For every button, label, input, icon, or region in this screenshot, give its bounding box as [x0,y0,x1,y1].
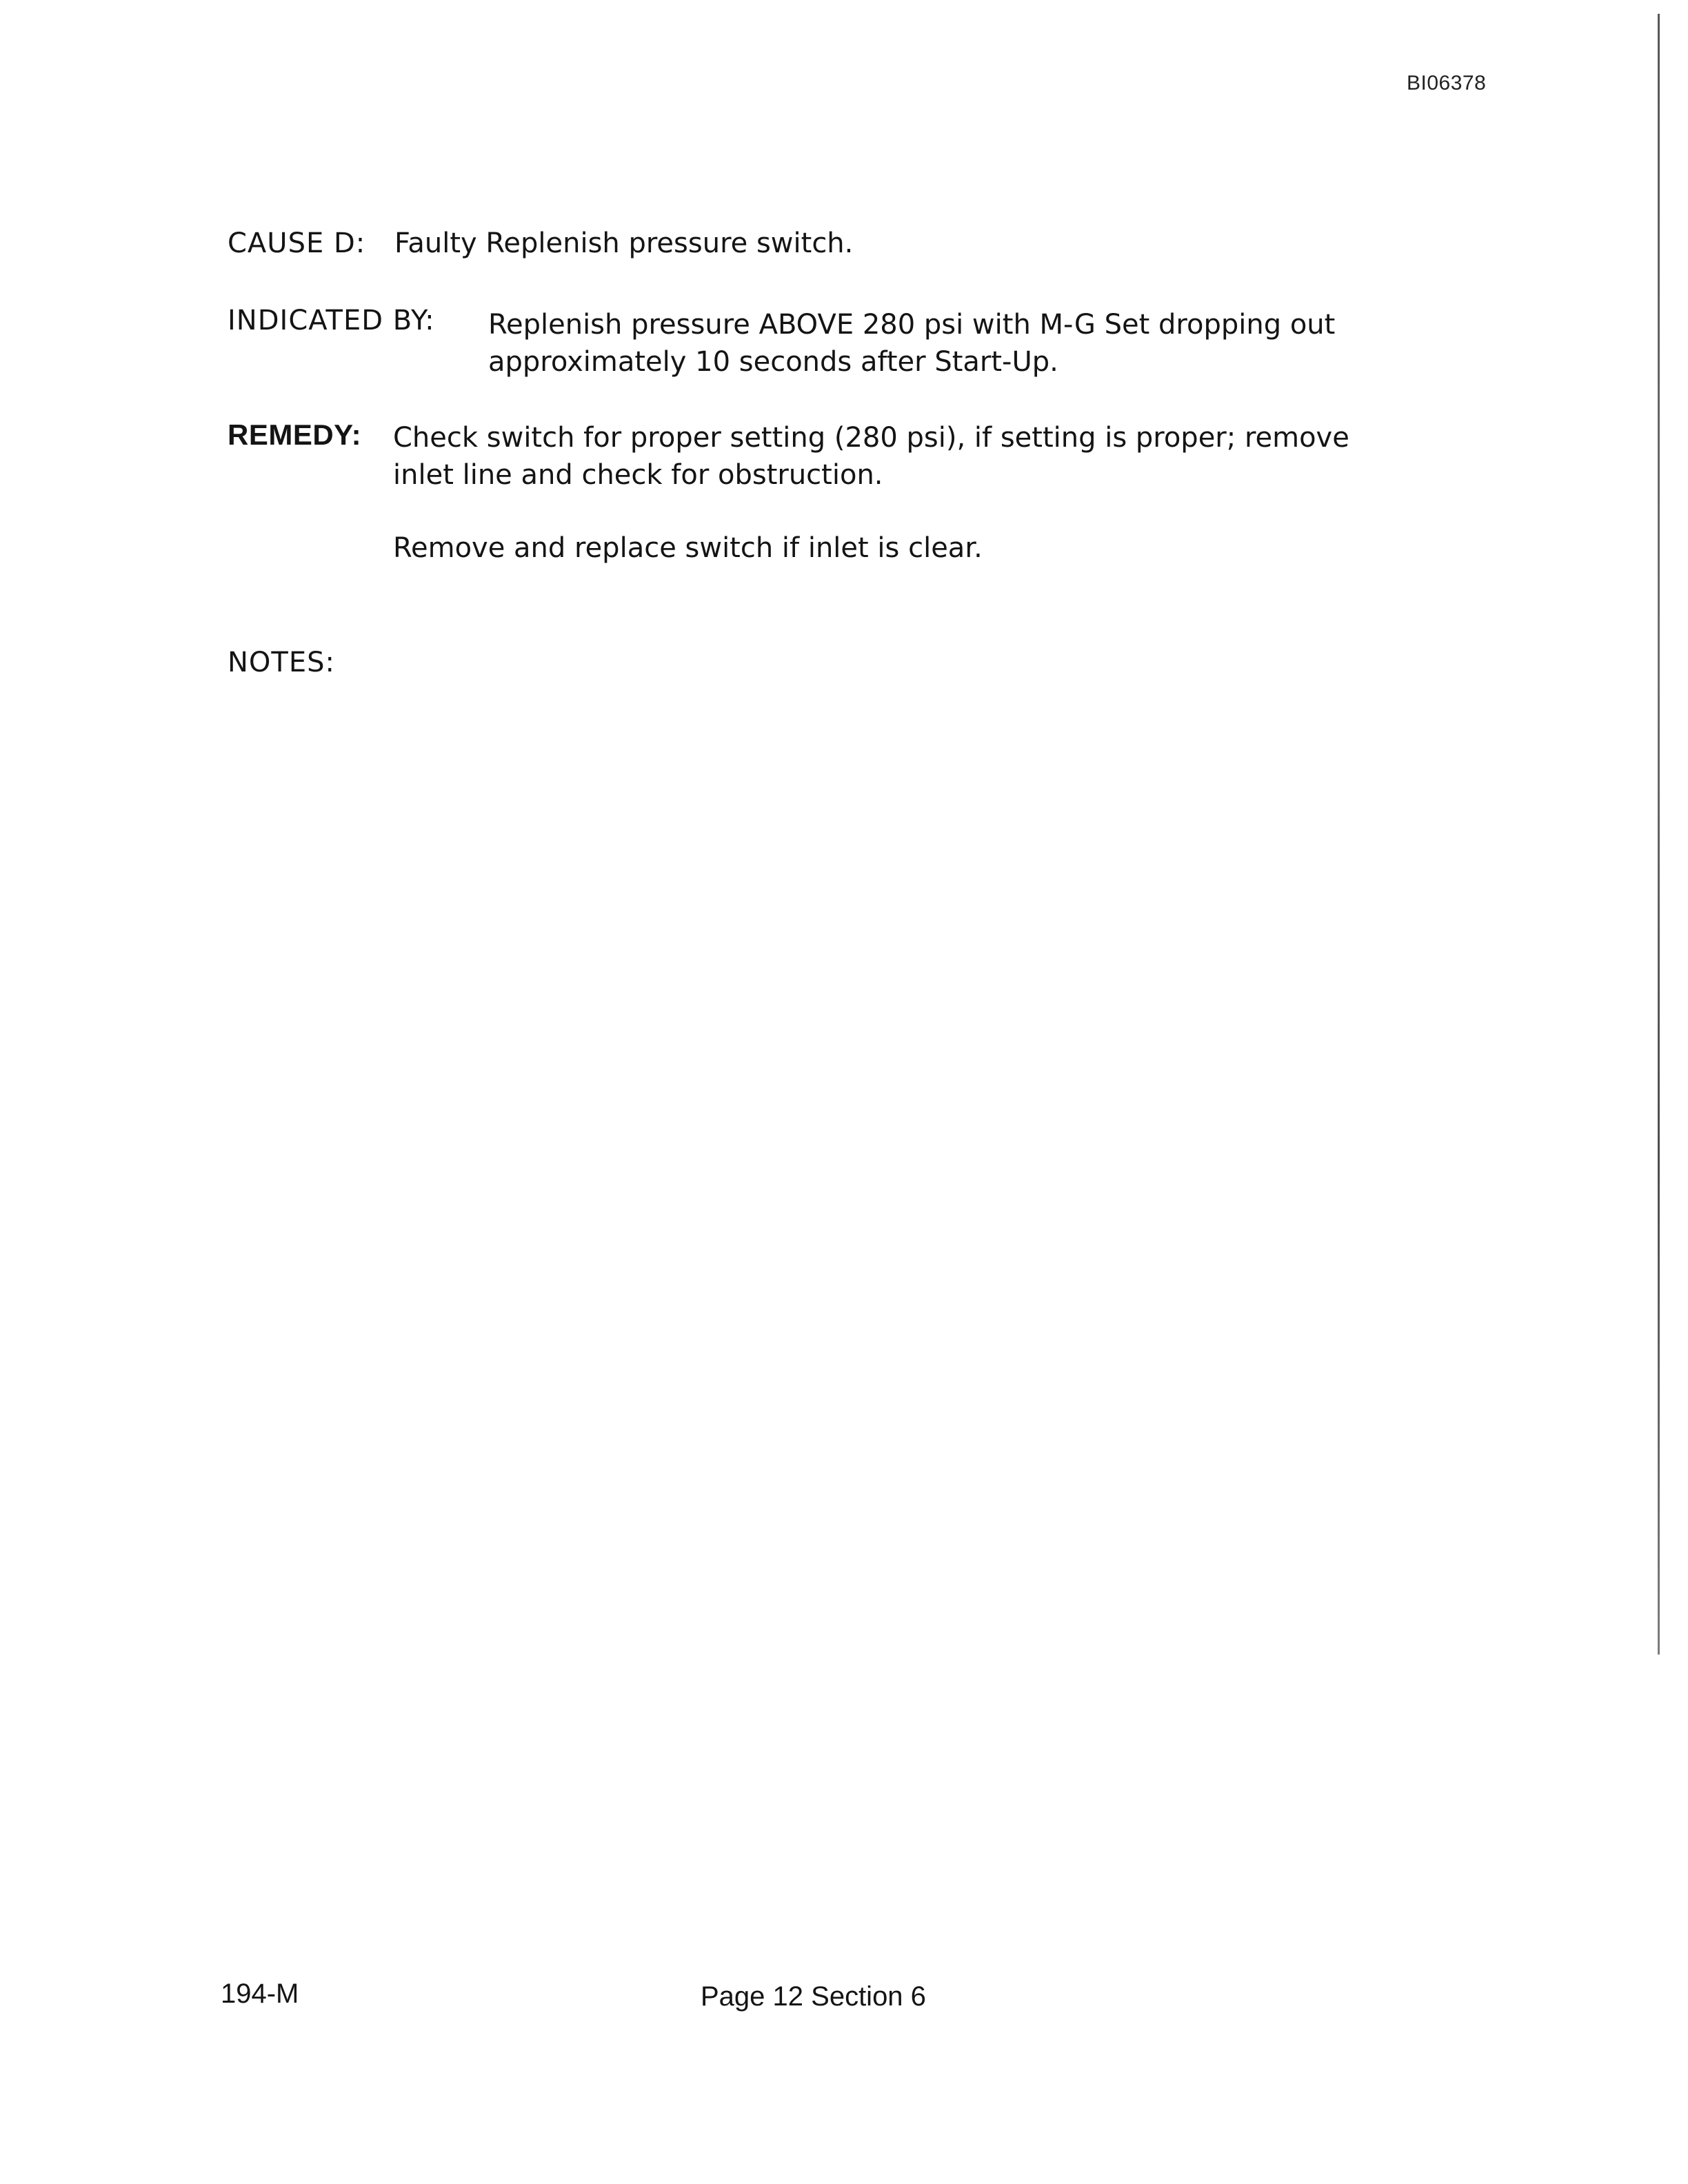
indicated-by-text: Replenish pressure ABOVE 280 psi with M-G Set dropping out approximately 10 seconds after Start-Up. [488,309,1336,378]
remedy-label: REMEDY: [228,418,362,451]
notes-label: NOTES: [228,647,335,678]
cause-text: Faulty Replenish pressure switch. [394,228,854,259]
indicated-by-section [228,302,1469,385]
indicated-by-label: INDICATED BY: [228,305,435,336]
scan-edge-line [1658,14,1660,1655]
remedy-section [228,416,1469,582]
cause-label: CAUSE D: [228,228,366,259]
remedy-text-primary: Check switch for proper setting (280 psi), if setting is proper; remove inlet line and check for obstruction. [393,422,1349,491]
footer-page-number: Page 12 Section 6 [701,1981,926,2012]
remedy-text-secondary: Remove and replace switch if inlet is clear. [393,532,983,564]
document-id: BI06378 [1407,72,1487,94]
footer-document-number: 194-M [221,1979,299,2009]
cause-section [228,225,1469,266]
